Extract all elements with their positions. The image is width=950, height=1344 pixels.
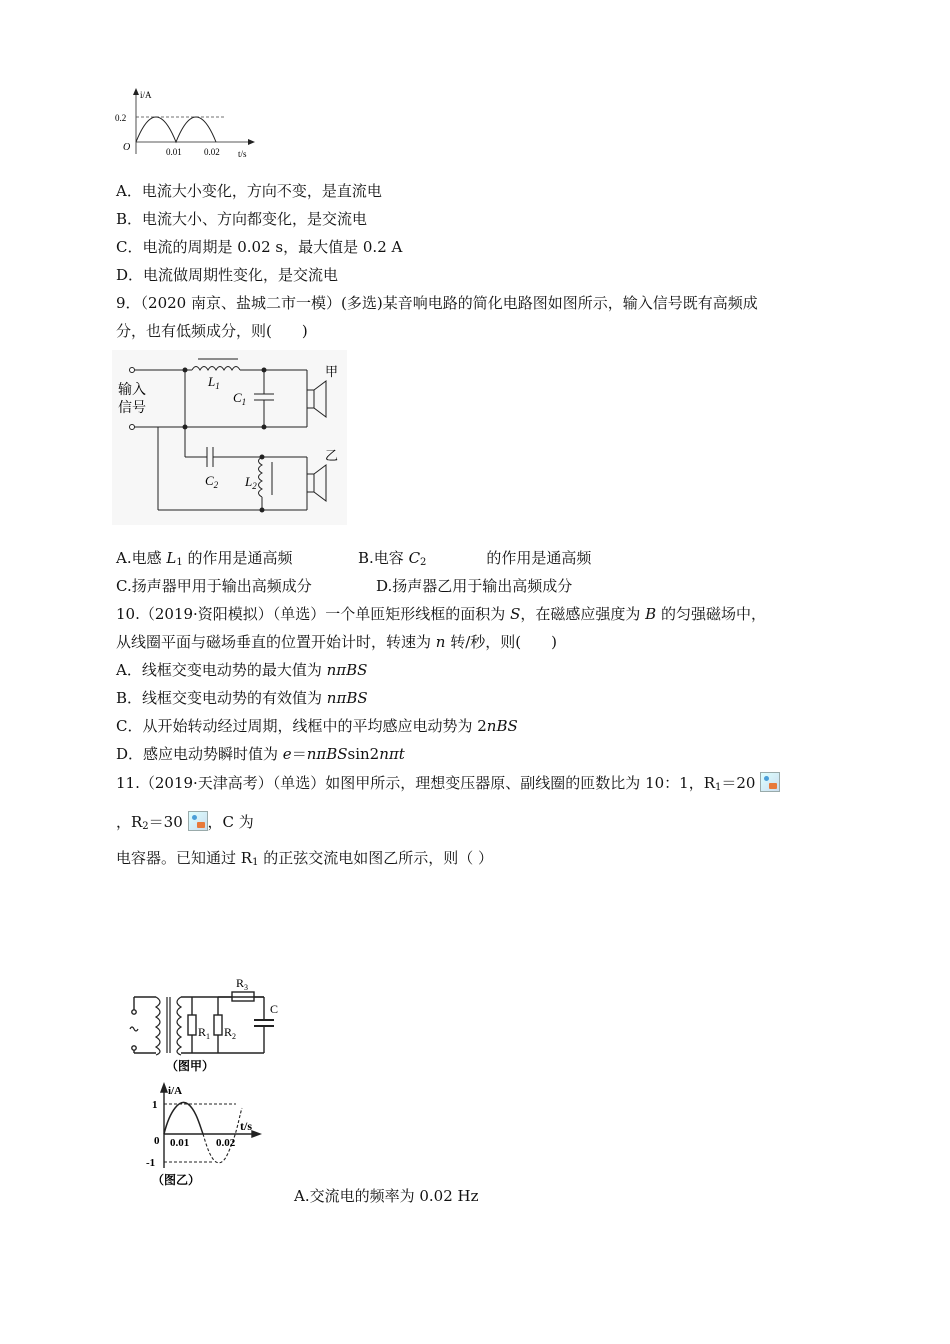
fig-yi-y-top: 1: [152, 1099, 158, 1111]
l1-sub: 1: [215, 381, 220, 391]
fig-jia-caption: （图甲）: [166, 1059, 215, 1073]
graph1-x-tick-2: 0.02: [204, 147, 220, 157]
q8-option-b: B．电流大小、方向都变化，是交流电: [116, 210, 368, 228]
q9-option-b: B.电容 $C_2$ 的作用是通高频: [358, 549, 592, 568]
fig-jia-r3: R: [236, 976, 245, 990]
q10-stem-line2: 从线圈平面与磁场垂直的位置开始计时，转速为 n 转/秒，则( ): [116, 633, 557, 651]
q9-option-c: C.扬声器甲用于输出高频成分: [116, 577, 312, 595]
q8-option-d: D．电流做周期性变化，是交流电: [116, 266, 339, 284]
q9-option-a: A.电感 $L_1$ 的作用是通高频: [116, 549, 293, 568]
fig-jia-r2: R: [224, 1025, 233, 1039]
fig-yi-x-label: t/s: [240, 1119, 252, 1133]
svg-text:R1: [198, 1025, 210, 1041]
fig-jia-r1: R: [198, 1025, 207, 1039]
transformer-circuit-diagram: [126, 975, 286, 1075]
rectified-wave: [136, 117, 216, 142]
input-label-1: 输入: [118, 383, 146, 398]
broken-image-icon: [760, 772, 780, 792]
graph1-y-label: i/A: [140, 90, 152, 100]
q8-option-c: C．电流的周期是 0.02 s，最大值是 0.2 A: [116, 238, 403, 256]
speaker-jia-label: 甲: [325, 364, 339, 379]
graph1-x-label: t/s: [238, 149, 247, 159]
l2-sub: 2: [252, 481, 257, 491]
svg-text:R3: [236, 976, 248, 992]
q8-option-a: A．电流大小变化，方向不变，是直流电: [116, 182, 382, 200]
fig-yi-x-tick-1: 0.01: [170, 1137, 190, 1149]
q11-stem-line2: ，$R_2=30$ ，C 为: [116, 813, 254, 832]
c1-label: C: [233, 390, 242, 405]
q10-option-d: D．感应电动势瞬时值为 e＝nπBSsin2nπt: [116, 745, 405, 763]
graph1-y-tick: 0.2: [115, 113, 127, 123]
fig-yi-y-bottom: -1: [146, 1157, 156, 1169]
q11-stem-line3: 电容器。已知通过 $R_1$ 的正弦交流电如图乙所示，则（ ）: [116, 849, 493, 868]
fig-yi-origin: 0: [154, 1135, 160, 1147]
sine-current-graph: [140, 1080, 275, 1190]
fig-yi-y-label: i/A: [168, 1085, 183, 1097]
q11-option-a: A.交流电的频率为 0.02 Hz: [294, 1187, 479, 1205]
c2-label: C: [205, 473, 214, 488]
fig-yi-caption: （图乙）: [152, 1173, 201, 1187]
sine-wave: [164, 1102, 203, 1134]
fig-jia-r3-sub: 3: [244, 983, 249, 992]
fig-yi-x-tick-2: 0.02: [216, 1137, 236, 1149]
q10-option-a: A．线框交变电动势的最大值为 nπBS: [116, 661, 368, 679]
broken-image-icon: [188, 811, 208, 831]
fig-jia-c: C: [270, 1002, 279, 1016]
q11-stem-line1: 11.（2019·天津高考）（单选）如图甲所示，理想变压器原、副线圈的匝数比为 10：1，$R_1=20$: [116, 772, 780, 793]
graph1-x-tick-1: 0.01: [166, 147, 182, 157]
q9-option-d: D.扬声器乙用于输出高频成分: [376, 577, 573, 595]
q10-option-c: C．从开始转动经过周期，线框中的平均感应电动势为 2nBS: [116, 717, 518, 735]
graph1-origin: O: [123, 142, 131, 153]
q10-stem-line1: 10.（2019·资阳模拟）（单选）一个单匝矩形线框的面积为 S，在磁感应强度为 B 的匀强磁场中，: [116, 605, 766, 623]
q9-stem-line2: 分，也有低频成分，则( ): [116, 322, 308, 340]
speaker-yi-label: 乙: [325, 448, 339, 463]
l1-label: L: [208, 374, 216, 389]
input-label-2: 信号: [118, 401, 146, 416]
c2-sub: 2: [213, 480, 219, 490]
speaker-circuit-diagram: [112, 350, 347, 525]
c1-sub: 1: [241, 397, 247, 407]
svg-text:R2: [224, 1025, 236, 1041]
fig-jia-r1-sub: 1: [206, 1032, 211, 1041]
fig-jia-r2-sub: 2: [232, 1032, 237, 1041]
q9-stem-line1: 9．（2020 南京、盐城二市一模）(多选)某音响电路的简化电路图如图所示，输入信号既有高频成: [116, 294, 758, 312]
q10-option-b: B．线框交变电动势的有效值为 nπBS: [116, 689, 368, 707]
l2-label: L: [245, 474, 253, 489]
current-graph-1: [112, 86, 262, 161]
